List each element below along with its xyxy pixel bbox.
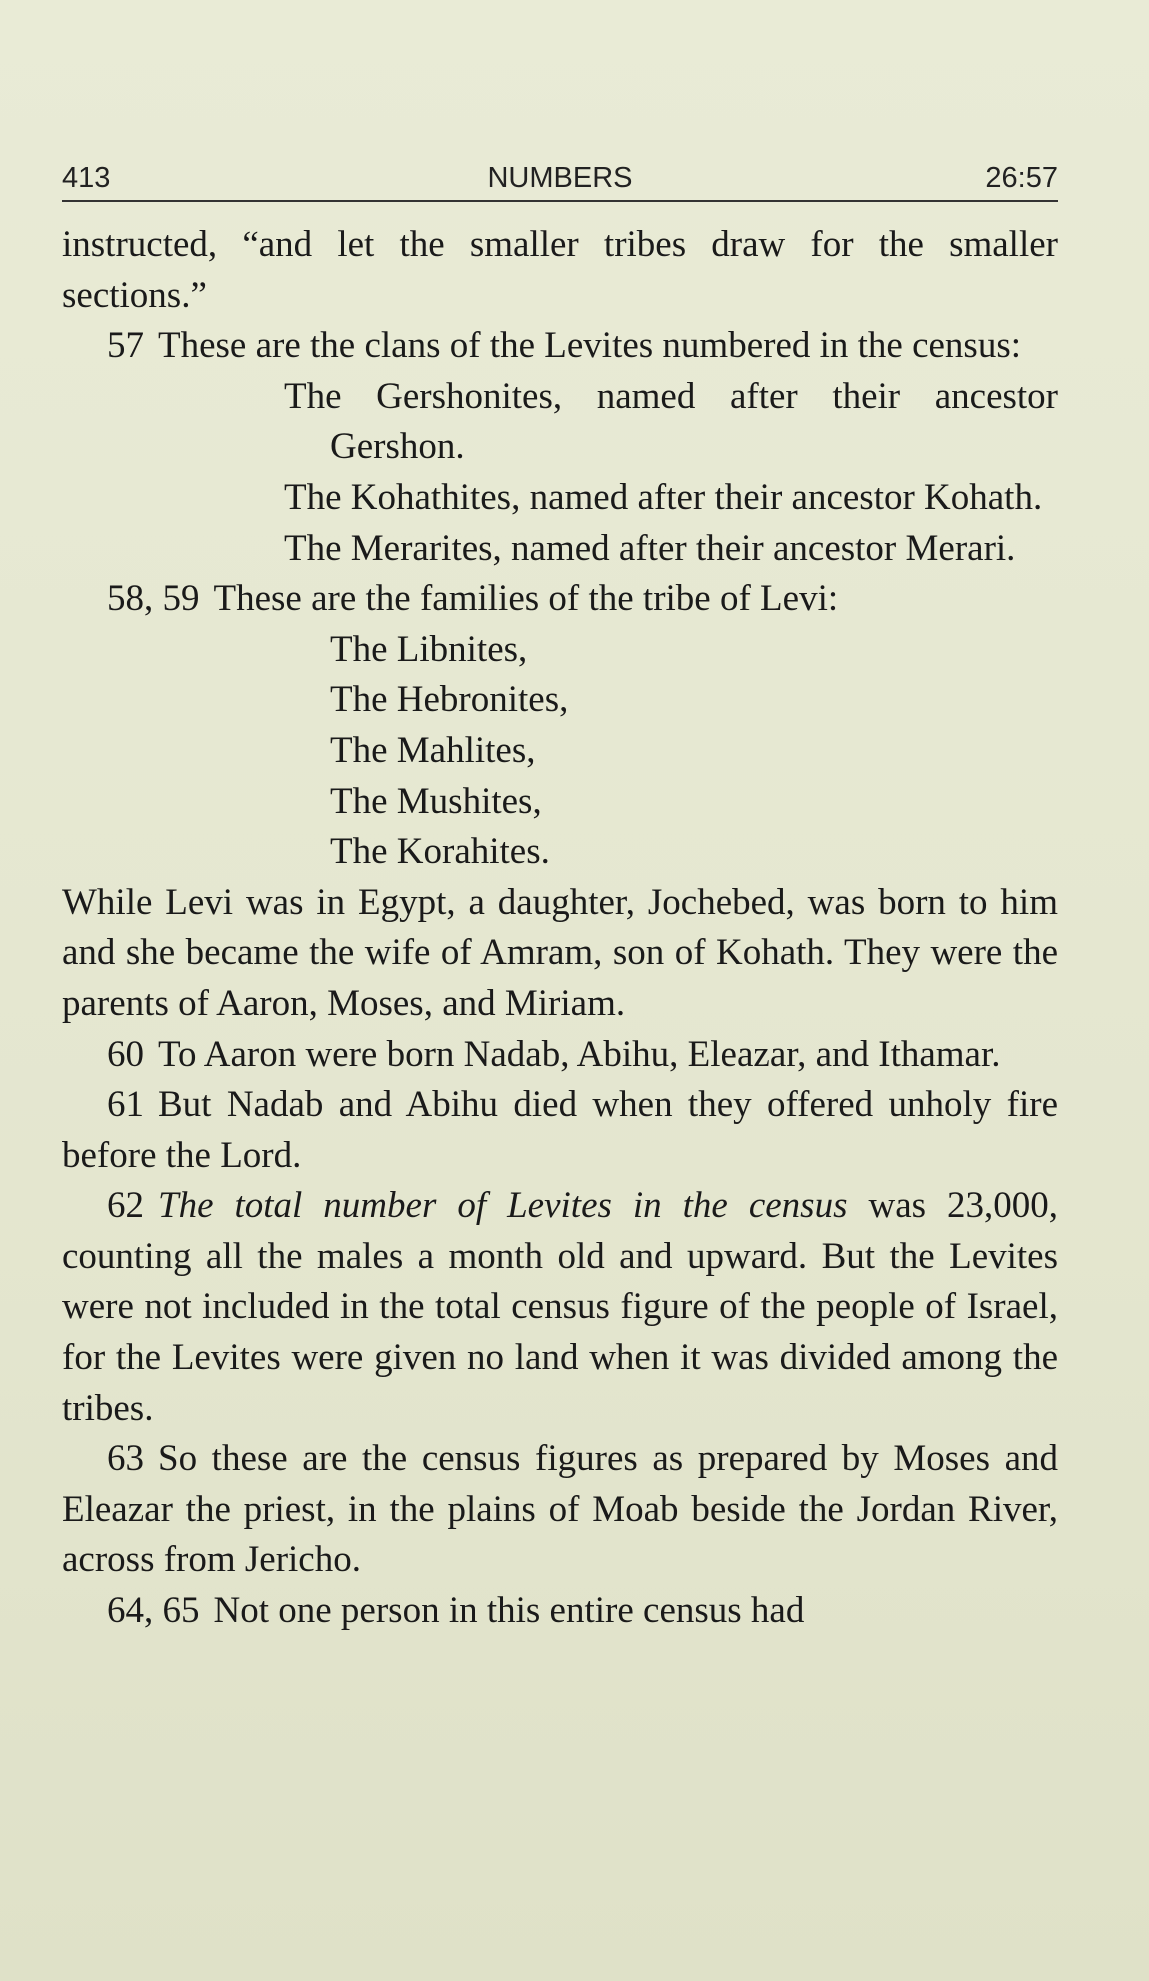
verse-number: 57 [107,325,144,367]
verse-57 [62,321,1058,372]
verse-number: 62 [107,1185,144,1227]
verse-number: 58, 59 [107,578,200,620]
verse-62 [62,1181,1058,1434]
clan-item: The Kohathites, named after their ancestor Kohath. [284,476,1043,518]
running-header [62,160,1058,202]
verse-text: But Nadab and Abihu died when they offered unholy fire before the Lord. [62,1084,1058,1176]
verse-text: So these are the census figures as prepared by Moses and Eleazar the priest, in the plains of Moab beside the Jordan River, across from Jericho. [62,1438,1058,1581]
verse-text: These are the families of the tribe of Levi: [213,578,839,620]
book-title: NUMBERS [487,162,633,194]
verse-text: To Aaron were born Nadab, Abihu, Eleazar, and Ithamar. [158,1033,1001,1075]
clan-item: The Merarites, named after their ancestor Merari. [284,527,1016,569]
verse-63 [62,1434,1058,1586]
verse-text: Not one person in this entire census had [213,1590,805,1632]
family-item: The Hebronites, [330,679,569,721]
family-item: The Libnites, [330,628,528,670]
verse-text: These are the clans of the Levites numbered in the census: [158,325,1022,367]
page-number: 413 [62,162,111,194]
verse-number: 61 [107,1084,144,1126]
chapter-verse-reference: 26:57 [985,162,1058,194]
family-item: The Korahites. [330,831,550,873]
family-item: The Mushites, [330,780,542,822]
verse-italic-text: The total number of Levites in the census [158,1185,848,1227]
verse-text: was 23,000, counting all the males a month old and upward. But the Levites were not included in the total census figure of the people of Israel, for the Levites were given no land when it was divided among the tribes. [62,1185,1058,1429]
levi-paragraph: While Levi was in Egypt, a daughter, Jochebed, was born to him and she became the wife of Amram, son of Kohath. They were the parents of Aaron, Moses, and Miriam. [62,881,1058,1024]
verse-64-65 [62,1586,1058,1637]
body-text [62,220,1058,1637]
family-item: The Mahlites, [330,729,536,771]
verse-58-59 [62,574,1058,625]
verse-61 [62,1080,1058,1181]
clan-item: The Gershonites, named after their ancestor Gershon. [284,375,1058,468]
verse-60 [62,1030,1058,1081]
verse-number: 63 [107,1438,144,1480]
verse-number: 60 [107,1033,144,1075]
verse-number: 64, 65 [107,1590,200,1632]
intro-paragraph: instructed, “and let the smaller tribes draw for the smaller sections.” [62,224,1058,316]
